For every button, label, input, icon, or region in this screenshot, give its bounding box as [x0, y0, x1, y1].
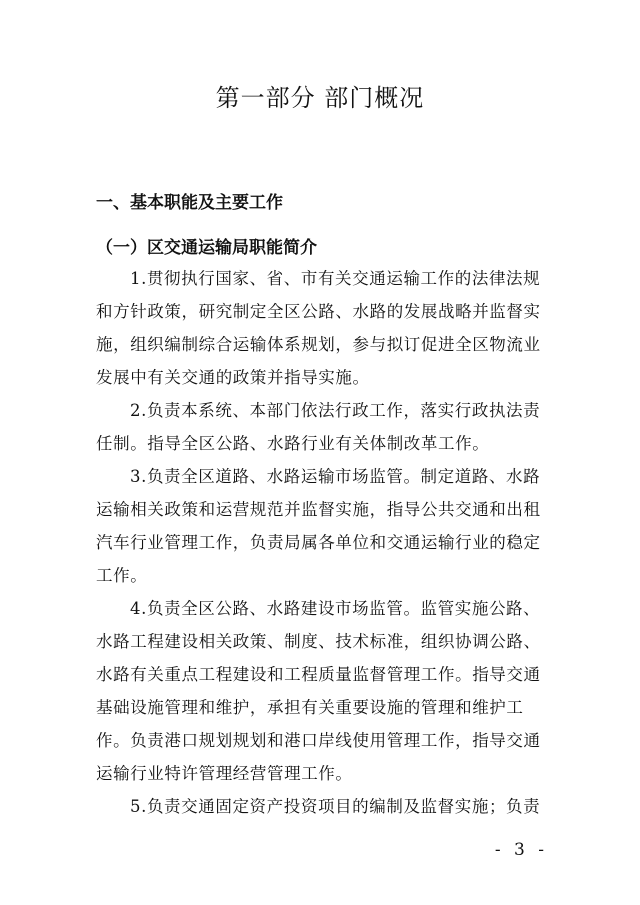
section-heading: 一、基本职能及主要工作: [96, 193, 283, 213]
paragraph-line: 2.负责本系统、本部门依法行政工作，落实行政执法责: [130, 401, 541, 420]
paragraph-line: 水路工程建设相关政策、制度、技术标准，组织协调公路、: [96, 632, 541, 651]
paragraph-line: 4.负责全区公路、水路建设市场监管。监管实施公路、: [130, 599, 541, 618]
paragraph-line: 5.负责交通固定资产投资项目的编制及监督实施；负责: [130, 797, 541, 816]
paragraph-line: 运输行业特许管理经营管理工作。: [96, 764, 353, 783]
paragraph-2: [96, 394, 548, 460]
paragraph-line: 基础设施管理和维护，承担有关重要设施的管理和维护工: [96, 698, 524, 717]
paragraph-line: 发展中有关交通的政策并指导实施。: [96, 368, 370, 387]
paragraph-line: 和方针政策，研究制定全区公路、水路的发展战略并监督实: [96, 302, 541, 321]
paragraph-line: 施，组织编制综合运输体系规划，参与拟订促进全区物流业: [96, 335, 541, 354]
paragraph-line: 任制。指导全区公路、水路行业有关体制改革工作。: [96, 434, 490, 453]
paragraph-3: [96, 460, 548, 592]
paragraph-1: [96, 262, 548, 394]
subsection-heading: （一）区交通运输局职能简介: [96, 238, 317, 258]
page-number: - 3 -: [494, 840, 548, 860]
paragraph-line: 作。负责港口规划规划和港口岸线使用管理工作，指导交通: [96, 731, 541, 750]
paragraph-line: 3.负责全区道路、水路运输市场监管。制定道路、水路: [130, 467, 541, 486]
paragraph-line: 工作。: [96, 566, 148, 585]
paragraph-5: [96, 790, 548, 823]
paragraph-line: 汽车行业管理工作，负责局属各单位和交通运输行业的稳定: [96, 533, 541, 552]
paragraph-line: 水路有关重点工程建设和工程质量监督管理工作。指导交通: [96, 665, 541, 684]
paragraph-line: 1.贯彻执行国家、省、市有关交通运输工作的法律法规: [130, 269, 541, 288]
paragraph-line: 运输相关政策和运营规范并监督实施，指导公共交通和出租: [96, 500, 541, 519]
page-title: 第一部分 部门概况: [215, 84, 425, 112]
paragraph-4: [96, 592, 548, 790]
